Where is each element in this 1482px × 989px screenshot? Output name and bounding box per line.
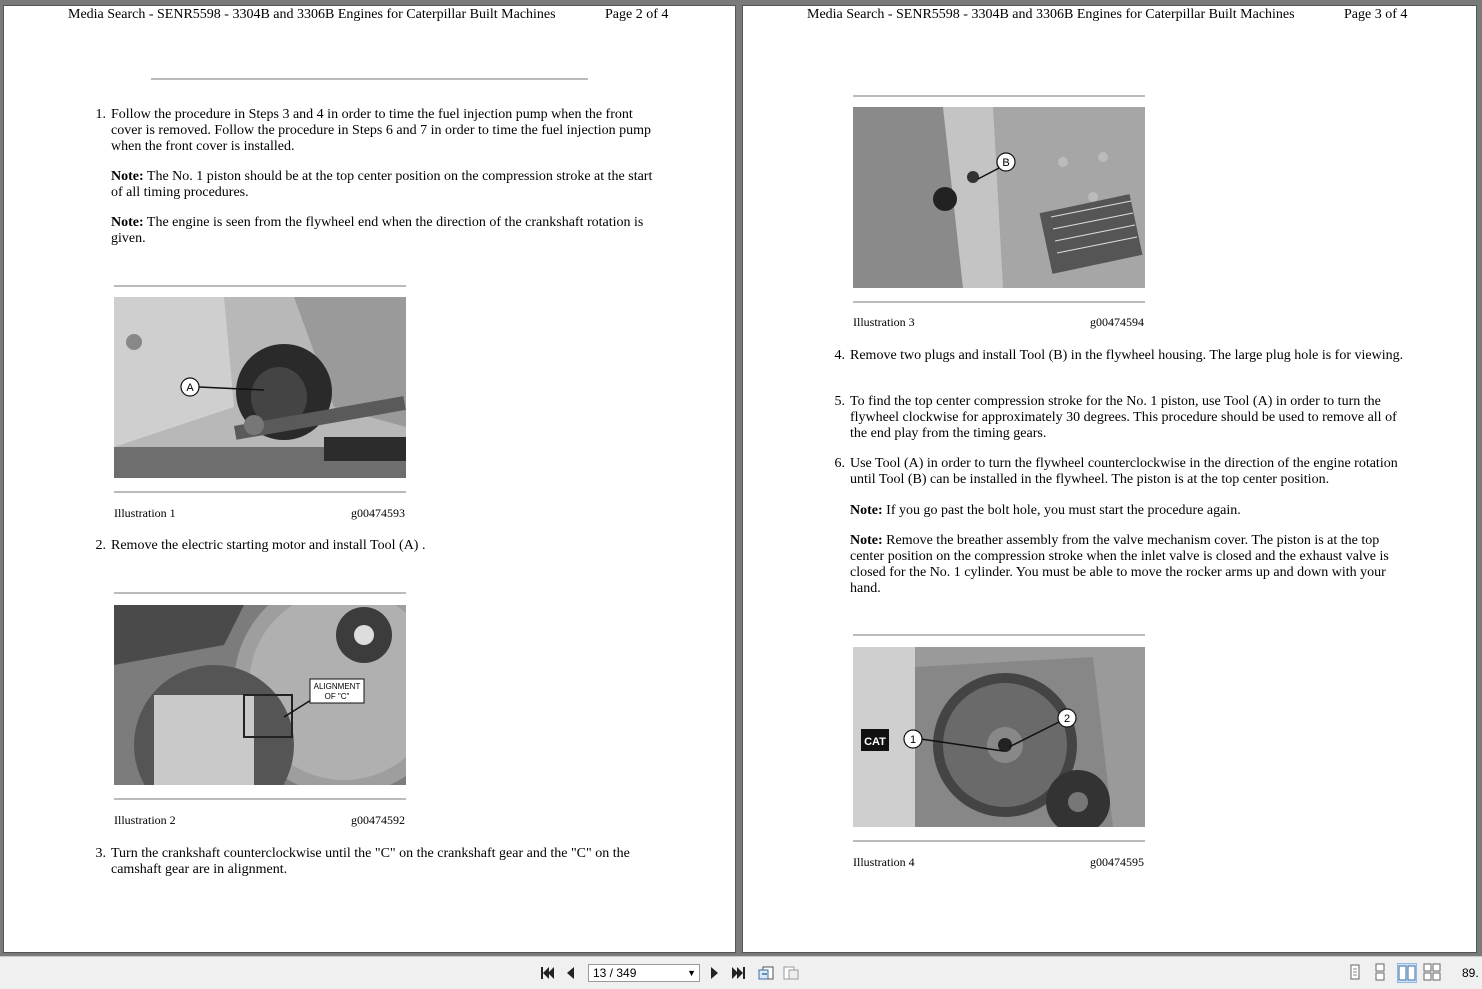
note-paragraph xyxy=(850,503,1406,519)
navigation-toolbar xyxy=(0,956,1482,989)
figure-id: g00474595 xyxy=(1090,855,1144,869)
figure-id: g00474592 xyxy=(351,813,405,827)
page-header-number: Page 2 of 4 xyxy=(605,7,669,22)
figure-top-rule xyxy=(114,285,406,287)
single-page-view-button[interactable] xyxy=(1346,963,1366,983)
chevron-down-icon[interactable]: ▼ xyxy=(687,968,696,978)
step-text: Remove the electric starting motor and install Tool (A) . xyxy=(111,538,426,553)
figure-bottom-rule xyxy=(853,301,1145,303)
figure-top-rule xyxy=(114,592,406,594)
figure-bottom-rule xyxy=(114,491,406,493)
illustration-1-image xyxy=(114,297,406,478)
continuous-facing-view-button[interactable] xyxy=(1423,963,1443,983)
first-page-icon[interactable] xyxy=(539,965,555,981)
note-text: If you go past the bolt hole, you must start the procedure again. xyxy=(882,503,1241,518)
figure-top-rule xyxy=(853,634,1145,636)
note-label: Note: xyxy=(850,503,883,518)
continuous-icon xyxy=(1371,963,1389,981)
zoom-level[interactable]: 89. xyxy=(1462,966,1479,980)
callout-b: B xyxy=(1002,157,1010,169)
continuous-view-button[interactable] xyxy=(1371,963,1391,983)
document-page-left xyxy=(3,5,736,953)
step-text: Use Tool (A) in order to turn the flywheel counterclockwise in the direction of the engine rotation until Tool (B) can be installed in the flywheel. The piston is at the top center position. xyxy=(850,456,1398,487)
callout-1: 1 xyxy=(909,734,917,746)
note-paragraph xyxy=(111,215,661,247)
figure-top-rule xyxy=(853,95,1145,97)
note-label: Note: xyxy=(850,533,883,548)
svg-text:ALIGNMENT: ALIGNMENT xyxy=(313,682,361,691)
page-number-value: 13 / 349 xyxy=(593,966,637,980)
document-page-right xyxy=(742,5,1477,953)
facing-view-button[interactable] xyxy=(1397,963,1417,983)
figure-id: g00474593 xyxy=(351,506,405,520)
last-page-icon[interactable] xyxy=(731,965,747,981)
note-label: Note: xyxy=(111,169,144,184)
page-number-field[interactable] xyxy=(588,964,700,982)
next-page-icon[interactable] xyxy=(706,965,722,981)
note-paragraph xyxy=(111,169,661,201)
illustration-2-image xyxy=(114,605,406,785)
illustration-3-image xyxy=(853,107,1145,288)
prev-page-icon[interactable] xyxy=(563,965,579,981)
step-text: To find the top center compression stroke for the No. 1 piston, use Tool (A) in order to turn the flywheel clockwise for approximately 30 degrees. This procedure should be used to remove all of the end play from the timing gears. xyxy=(850,394,1397,441)
note-text: Remove the breather assembly from the valve mechanism cover. The piston is at the top center position on the compression stroke when the inlet valve is closed and the exhaust valve is closed for the No. 1 cylinder. You must be able to move the rocker arms up and down with your hand. xyxy=(850,533,1389,596)
figure-caption: Illustration 4 xyxy=(853,855,915,869)
step-number: 3. xyxy=(95,846,106,861)
cat-logo: CAT xyxy=(864,736,886,748)
step-number: 2. xyxy=(95,538,106,553)
step-number: 4. xyxy=(834,348,845,363)
step-number: 6. xyxy=(834,456,845,471)
svg-text:OF "C": OF "C" xyxy=(324,692,350,701)
step-text: Turn the crankshaft counterclockwise until the "C" on the crankshaft gear and the "C" on the camshaft gear are in alignment. xyxy=(111,846,630,877)
callout-2: 2 xyxy=(1063,713,1071,725)
back-view-icon[interactable] xyxy=(758,965,774,981)
continuous-facing-icon xyxy=(1423,963,1441,981)
note-paragraph xyxy=(850,533,1406,597)
figure-bottom-rule xyxy=(114,798,406,800)
note-text: The No. 1 piston should be at the top center position on the compression stroke at the start of all timing procedures. xyxy=(111,169,653,200)
illustration-4-image xyxy=(853,647,1145,827)
step-number: 5. xyxy=(834,394,845,409)
step-number: 1. xyxy=(95,107,106,122)
figure-caption: Illustration 1 xyxy=(114,506,176,520)
page-header-number: Page 3 of 4 xyxy=(1344,7,1408,22)
figure-id: g00474594 xyxy=(1090,315,1144,329)
step-text: Follow the procedure in Steps 3 and 4 in order to time the fuel injection pump when the front cover is removed. Follow the procedure in Steps 6 and 7 in order to time the fuel injection pump when the front cover is installed. xyxy=(111,107,652,154)
note-label: Note: xyxy=(111,215,144,230)
callout-a: A xyxy=(186,382,194,394)
forward-view-icon[interactable] xyxy=(783,965,799,981)
facing-icon xyxy=(1398,964,1416,982)
page-header-title: Media Search - SENR5598 - 3304B and 3306B Engines for Caterpillar Built Machines xyxy=(68,7,556,22)
figure-bottom-rule xyxy=(853,840,1145,842)
step-text: Remove two plugs and install Tool (B) in the flywheel housing. The large plug hole is for viewing. xyxy=(850,348,1404,363)
figure-caption: Illustration 3 xyxy=(853,315,915,329)
single-page-icon xyxy=(1346,963,1364,981)
page-header-title: Media Search - SENR5598 - 3304B and 3306B Engines for Caterpillar Built Machines xyxy=(807,7,1295,22)
note-text: The engine is seen from the flywheel end when the direction of the crankshaft rotation is given. xyxy=(111,215,644,246)
figure-caption: Illustration 2 xyxy=(114,813,176,827)
divider xyxy=(151,78,588,80)
